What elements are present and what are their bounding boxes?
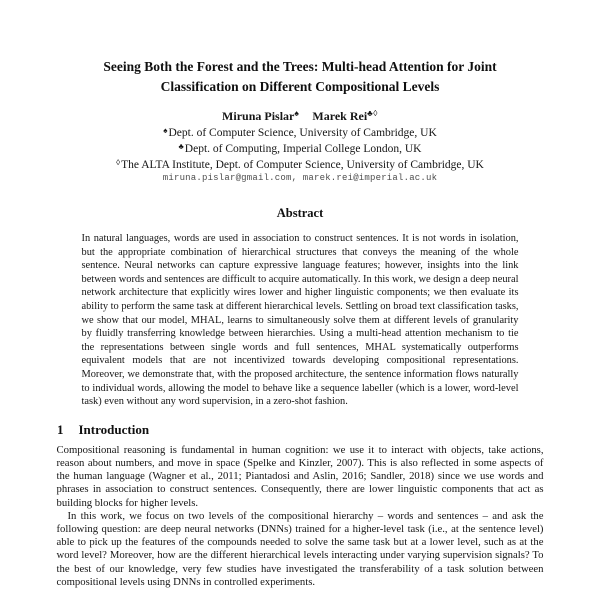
paper-title-line-2: Classification on Different Compositional Levels	[160, 79, 440, 94]
affiliation-3-text: The ALTA Institute, Dept. of Computer Science, University of Cambridge, UK	[121, 159, 484, 171]
affiliation-2-text: Dept. of Computing, Imperial College London, UK	[184, 143, 422, 155]
author-1-affiliation-marks: ♠	[294, 108, 300, 118]
diamond-affiliation-symbol: ◊	[116, 158, 121, 167]
author-1-name: Miruna Pislar	[222, 109, 295, 123]
abstract-text: In natural languages, words are used in association to construct sentences. It is not words in isolation, but the appropriate combination of hierarchical structures that conveys the meaning of the whole sentence. Neural networks can capture expressive language features; however, insights into the link between words and sentences are difficult to acquire automatically. In this work, we design a deep neural network architecture that explicitly wires lower and higher linguistic components; we then evaluate its ability to perform the same task at different hierarchical levels. Settling on broad text classification tasks, we show that our model, MHAL, learns to simultaneously solve them at different levels of granularity by fluidly transferring knowledge between hierarchies. Using a multi-head attention mechanism to tie the representations between single words and full sentences, MHAL systematically outperforms equivalent models that are not incentivized towards developing compositional representations. Moreover, we demonstrate that, with the proposed architecture, the sentence information flows naturally to individual words, allowing the model to behave like a sequence labeller (which is a lower, word-level task) even without any word supervision, in a zero-shot fashion.	[81, 233, 519, 408]
section-number: 1	[57, 421, 64, 437]
affiliation-line-2	[0, 140, 600, 156]
paper-title	[0, 57, 600, 97]
introduction-paragraph-2: In this work, we focus on two levels of the compositional hierarchy – words and sentences – and ask the following question: are deep neural networks (DNNs) trained for a higher-level task (i.e., at the sentence level) able to pick up the features of the compounds needed to solve the same task but at a lower level, such as at the word level? Moreover, how are the different hierarchical levels interacting under varying supervision signals? To the best of our knowledge, very few studies have investigated the transferability of a task solution between compositional levels using DNNs in controlled experiments.	[56, 509, 544, 588]
author-2-affiliation-marks: ♣◊	[367, 108, 378, 118]
introduction-paragraph-1: Compositional reasoning is fundamental in human cognition: we use it to interact with objects, take actions, reason about numbers, and move in space (Spelke and Kinzler, 2007). This is also reflected in some aspects of the human language (Wagner et al., 2011; Piantadosi and Aslin, 2016; Sandler, 2018) since we use words and phrases in association to construct sentences. Consequently, there are lower linguistic components that act as building blocks for higher levels.	[56, 443, 544, 509]
club-affiliation-symbol: ♣	[178, 142, 184, 151]
affiliation-line-3	[0, 156, 600, 172]
affiliation-line-1	[0, 124, 600, 140]
affiliation-1-text: Dept. of Computer Science, University of Cambridge, UK	[168, 127, 437, 139]
section-title: Introduction	[78, 421, 150, 437]
authors-line	[0, 106, 600, 124]
abstract-heading: Abstract	[276, 206, 324, 220]
author-2	[312, 109, 378, 123]
section-heading-introduction	[57, 422, 600, 437]
author-1	[222, 109, 299, 123]
paper-title-line-1: Seeing Both the Forest and the Trees: Multi-head Attention for Joint	[103, 59, 497, 74]
author-2-name: Marek Rei	[312, 109, 368, 123]
author-emails: miruna.pislar@gmail.com, marek.rei@imperial.ac.uk	[162, 173, 438, 183]
spade-affiliation-symbol: ♠	[163, 126, 168, 135]
